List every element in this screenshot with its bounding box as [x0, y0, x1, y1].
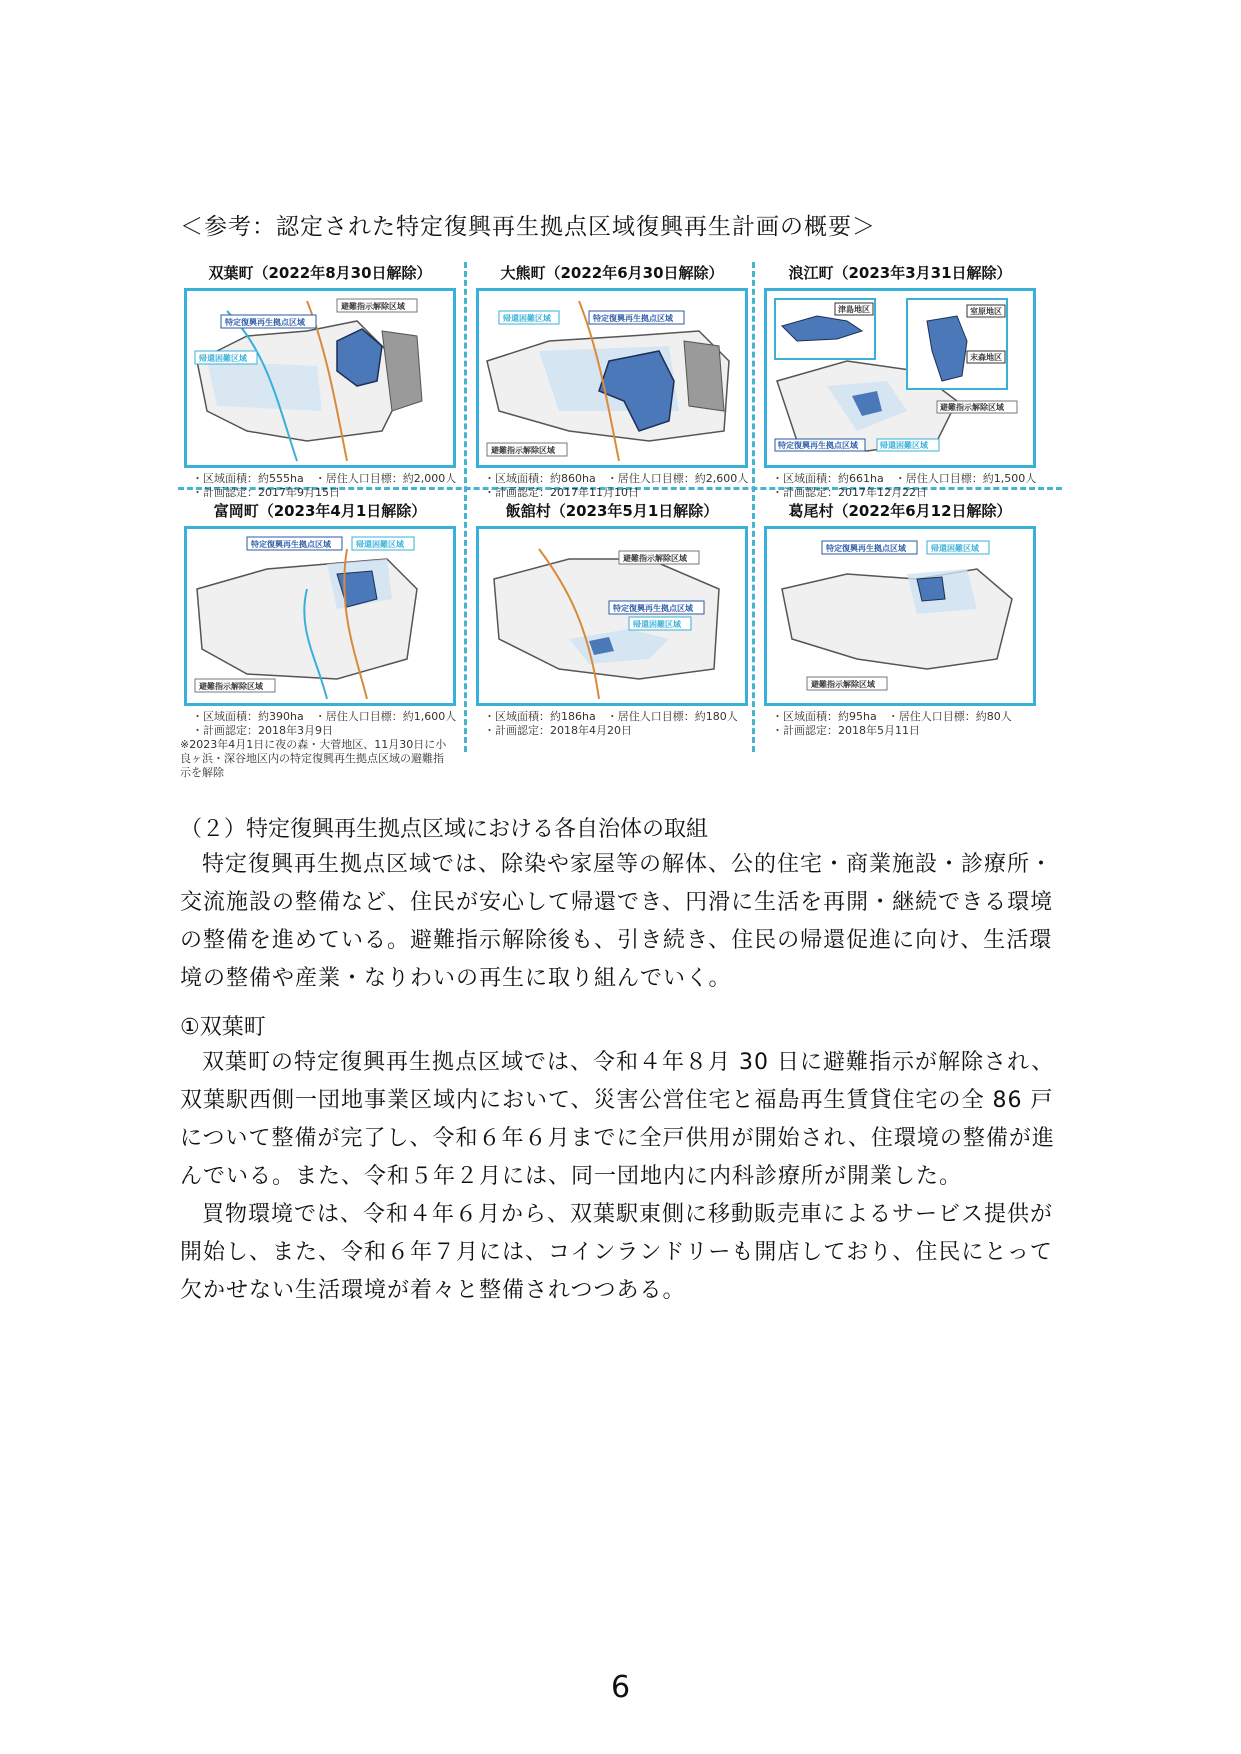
- subsection-heading: ①双葉町: [180, 1015, 266, 1040]
- panel-info: [192, 472, 456, 500]
- map-label: 避難指示解除区域: [491, 446, 555, 455]
- map-label: 帰還困難区域: [199, 354, 247, 363]
- panel-okuma: [470, 262, 754, 499]
- map-katsurao: [764, 526, 1036, 706]
- map-label: 避難指示解除区域: [199, 682, 263, 691]
- panel-info-line: ・区域面積：約661ha ・居住人口目標：約1,500人: [772, 472, 1037, 485]
- panel-info: [484, 710, 738, 738]
- panel-iitate: [470, 500, 754, 737]
- panel-note: ※2023年4月1日に夜の森・大菅地区、11月30日に小良ヶ浜・深谷地区内の特定復興再生拠点区域の避難指示を解除: [180, 738, 447, 779]
- panel-katsurao: [758, 500, 1042, 737]
- divider-vertical-1: [464, 262, 467, 752]
- map-label: 特定復興再生拠点区域: [593, 314, 673, 323]
- panel-info-line: ・区域面積：約860ha ・居住人口目標：約2,600人: [484, 472, 749, 485]
- map-label: 津島地区: [838, 305, 870, 314]
- map-iitate: [476, 526, 748, 706]
- section-heading: （２）特定復興再生拠点区域における各自治体の取組: [180, 817, 709, 842]
- panel-info: [772, 472, 1036, 500]
- map-label: 特定復興再生拠点区域: [613, 604, 693, 613]
- map-label: 特定復興再生拠点区域: [225, 318, 305, 327]
- panel-info-line: ・計画認定：2017年9月15日: [192, 486, 340, 499]
- panel-title: 飯舘村（2023年5月1日解除）: [505, 502, 719, 520]
- map-okuma: [476, 288, 748, 468]
- panel-futaba: [178, 262, 462, 499]
- panel-info-line: ・計画認定：2018年5月11日: [772, 724, 920, 737]
- panel-info: [772, 710, 1012, 738]
- panel-info-line: ・計画認定：2018年4月20日: [484, 724, 632, 737]
- futaba-body: [180, 1044, 1060, 1310]
- paragraph: 双葉町の特定復興再生拠点区域では、令和４年８月 30 日に避難指示が解除され、双葉駅西側一団地事業区域内において、災害公営住宅と福島再生賃貸住宅の全 86 戸について整備が完了し、令和６年６月までに全戸供用が開始され、住環境の整備が進んでいる。また、令和５年２月には、同一団地内に内科診療所が開業した。: [180, 1050, 1055, 1189]
- figure-overview-maps: [178, 262, 1062, 779]
- map-label: 帰還困難区域: [356, 540, 404, 549]
- map-label: 帰還困難区域: [503, 314, 551, 323]
- paragraph: 特定復興再生拠点区域では、除染や家屋等の解体、公的住宅・商業施設・診療所・交流施設の整備など、住民が安心して帰還でき、円滑に生活を再開・継続できる環境の整備を進めている。避難指示解除後も、引き続き、住民の帰還促進に向け、生活環境の整備や産業・なりわいの再生に取り組んでいく。: [180, 852, 1054, 991]
- panel-info-line: ・計画認定：2017年11月10日: [484, 486, 639, 499]
- panel-namie: [758, 262, 1042, 499]
- page-number: 6: [610, 1670, 631, 1705]
- map-label: 帰還困難区域: [633, 620, 681, 629]
- paragraph: 買物環境では、令和４年６月から、双葉駅東側に移動販売車によるサービス提供が開始し、また、令和６年７月には、コインランドリーも開店しており、住民にとって欠かせない生活環境が着々と整備されつつある。: [180, 1202, 1054, 1303]
- map-label: 避難指示解除区域: [811, 680, 875, 689]
- panel-info: [180, 710, 457, 780]
- map-label: 特定復興再生拠点区域: [826, 544, 906, 553]
- map-label: 帰還困難区域: [931, 544, 979, 553]
- panel-title: 双葉町（2022年8月30日解除）: [208, 264, 432, 282]
- panel-info-line: ・計画認定：2018年3月9日: [192, 724, 333, 737]
- panel-title: 大熊町（2022年6月30日解除）: [500, 264, 724, 282]
- map-label: 特定復興再生拠点区域: [778, 441, 858, 450]
- section-body: [180, 846, 1060, 998]
- panel-info-line: ・区域面積：約555ha ・居住人口目標：約2,000人: [192, 472, 457, 485]
- panel-info: [484, 472, 748, 500]
- panel-title: 浪江町（2023年3月31日解除）: [788, 264, 1012, 282]
- map-label: 末森地区: [970, 353, 1002, 362]
- map-label: 避難指示解除区域: [341, 302, 405, 311]
- map-label: 避難指示解除区域: [940, 403, 1004, 412]
- map-futaba: [184, 288, 456, 468]
- map-tomioka: [184, 526, 456, 706]
- panel-info-line: ・区域面積：約390ha ・居住人口目標：約1,600人: [192, 710, 457, 723]
- panel-info-line: ・計画認定：2017年12月22日: [772, 486, 927, 499]
- map-label: 帰還困難区域: [880, 441, 928, 450]
- map-label: 特定復興再生拠点区域: [251, 540, 331, 549]
- map-namie: [764, 288, 1036, 468]
- figure-caption: ＜参考：認定された特定復興再生拠点区域復興再生計画の概要＞: [180, 214, 876, 240]
- panel-info-line: ・区域面積：約186ha ・居住人口目標：約180人: [484, 710, 738, 723]
- map-label: 避難指示解除区域: [623, 554, 687, 563]
- panel-title: 葛尾村（2022年6月12日解除）: [788, 502, 1012, 520]
- panel-info-line: ・区域面積：約95ha ・居住人口目標：約80人: [772, 710, 1012, 723]
- panel-tomioka: [178, 500, 462, 779]
- panel-title: 富岡町（2023年4月1日解除）: [213, 502, 427, 520]
- map-label: 室原地区: [970, 307, 1002, 316]
